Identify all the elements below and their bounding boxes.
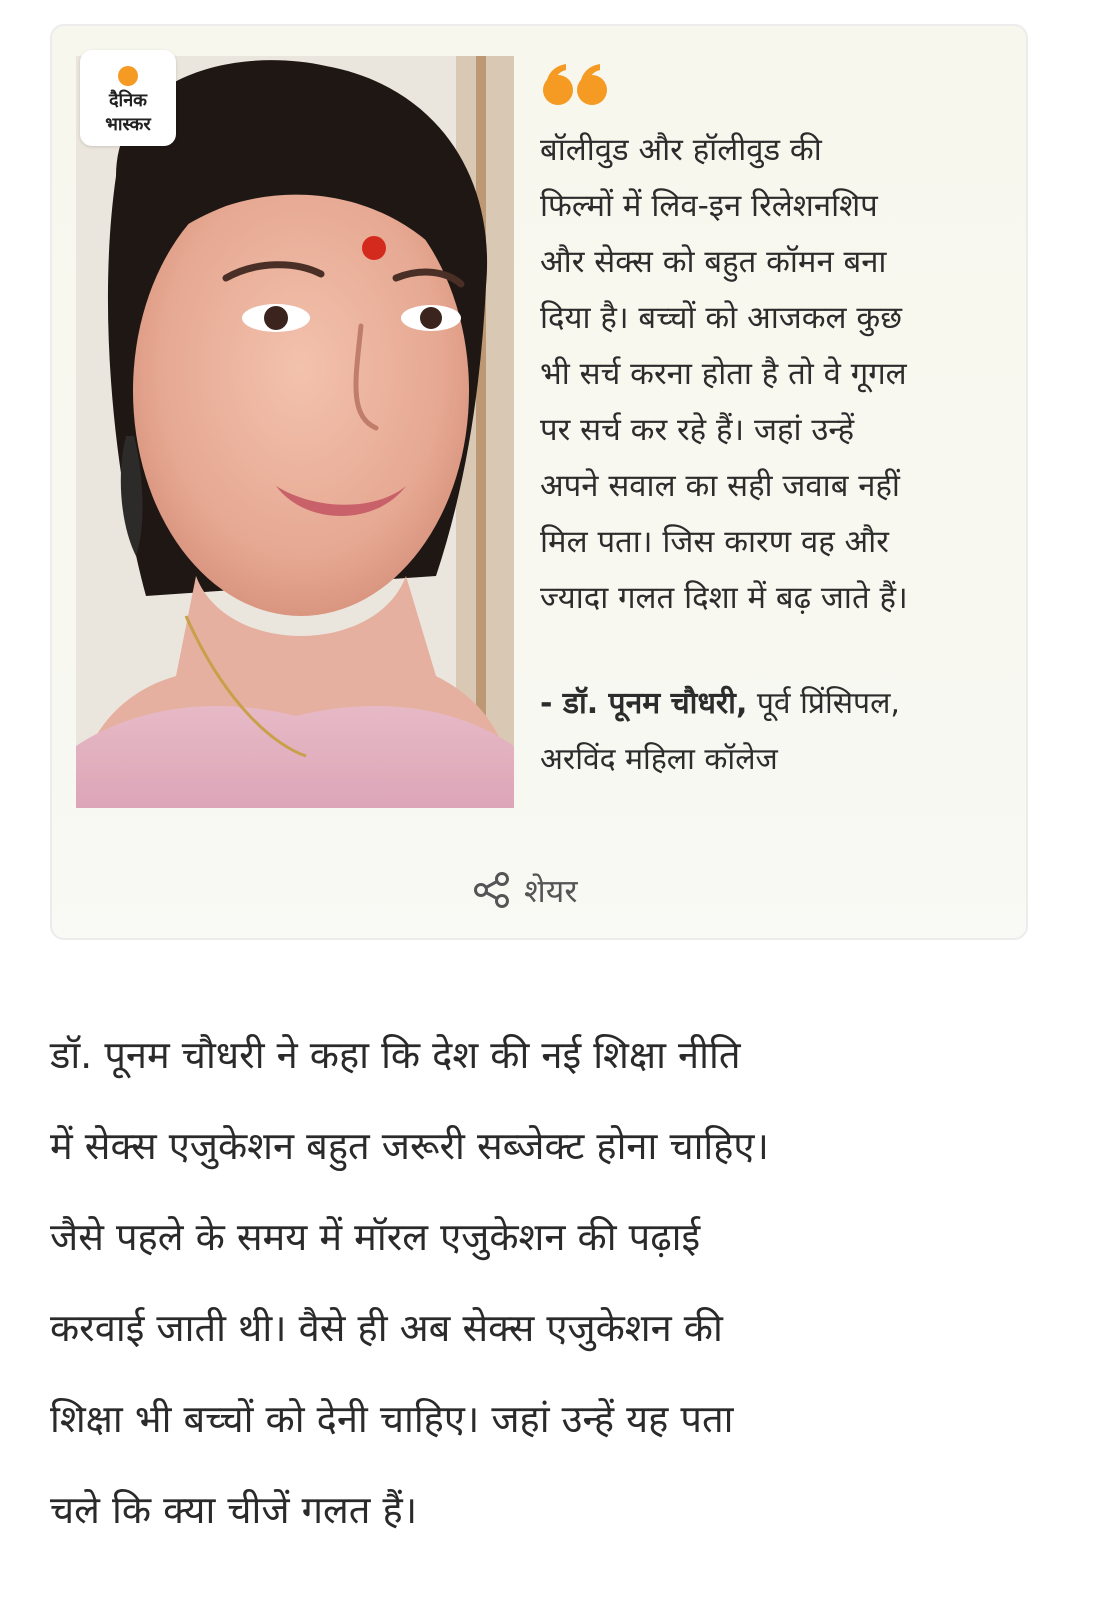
quote-card bbox=[50, 24, 1028, 940]
attribution-role: पूर्व प्रिंसिपल, bbox=[747, 686, 900, 721]
quote-line: दिया है। बच्चों को आजकल कुछ bbox=[540, 300, 902, 336]
share-label: शेयर bbox=[524, 871, 578, 910]
article-line: में सेक्स एजुकेशन बहुत जरूरी सब्जेक्ट होना चाहिए। bbox=[50, 1124, 769, 1168]
article-line: शिक्षा भी बच्चों को देनी चाहिए। जहां उन्हें यह पता bbox=[50, 1397, 734, 1441]
attribution-name: - डॉ. पूनम चौधरी, bbox=[540, 686, 748, 721]
quote-line: भी सर्च करना होता है तो वे गूगल bbox=[540, 356, 907, 392]
quote-line: अपने सवाल का सही जवाब नहीं bbox=[540, 468, 900, 504]
svg-text:भास्कर: भास्कर bbox=[105, 114, 151, 135]
portrait-photo bbox=[76, 56, 514, 808]
svg-text:दैनिक: दैनिक bbox=[108, 90, 148, 111]
quote-attribution bbox=[540, 676, 1010, 788]
quote-line: और सेक्स को बहुत कॉमन बना bbox=[540, 244, 887, 280]
quote-line: फिल्मों में लिव-इन रिलेशनशिप bbox=[540, 188, 878, 224]
portrait-illustration bbox=[76, 56, 514, 808]
attribution-org: अरविंद महिला कॉलेज bbox=[540, 742, 778, 777]
quote-text bbox=[540, 122, 1010, 626]
attribution-line bbox=[540, 676, 1010, 732]
article-line: करवाई जाती थी। वैसे ही अब सेक्स एजुकेशन की bbox=[50, 1306, 723, 1350]
quote-line: मिल पता। जिस कारण वह और bbox=[540, 524, 889, 560]
dainik-bhaskar-logo bbox=[80, 50, 176, 146]
quote-panel bbox=[540, 62, 1010, 788]
share-icon bbox=[472, 870, 512, 910]
quote-mark-icon bbox=[540, 62, 612, 106]
article-paragraph bbox=[50, 1010, 1050, 1556]
article-line: डॉ. पूनम चौधरी ने कहा कि देश की नई शिक्षा नीति bbox=[50, 1033, 741, 1077]
article-line: चले कि क्या चीजें गलत हैं। bbox=[50, 1488, 418, 1532]
quote-line: पर सर्च कर रहे हैं। जहां उन्हें bbox=[540, 412, 855, 448]
share-button[interactable] bbox=[472, 862, 577, 918]
quote-line: ज्यादा गलत दिशा में बढ़ जाते हैं। bbox=[540, 580, 908, 616]
quote-line: बॉलीवुड और हॉलीवुड की bbox=[540, 132, 822, 168]
article-line: जैसे पहले के समय में मॉरल एजुकेशन की पढ़ाई bbox=[50, 1215, 701, 1259]
